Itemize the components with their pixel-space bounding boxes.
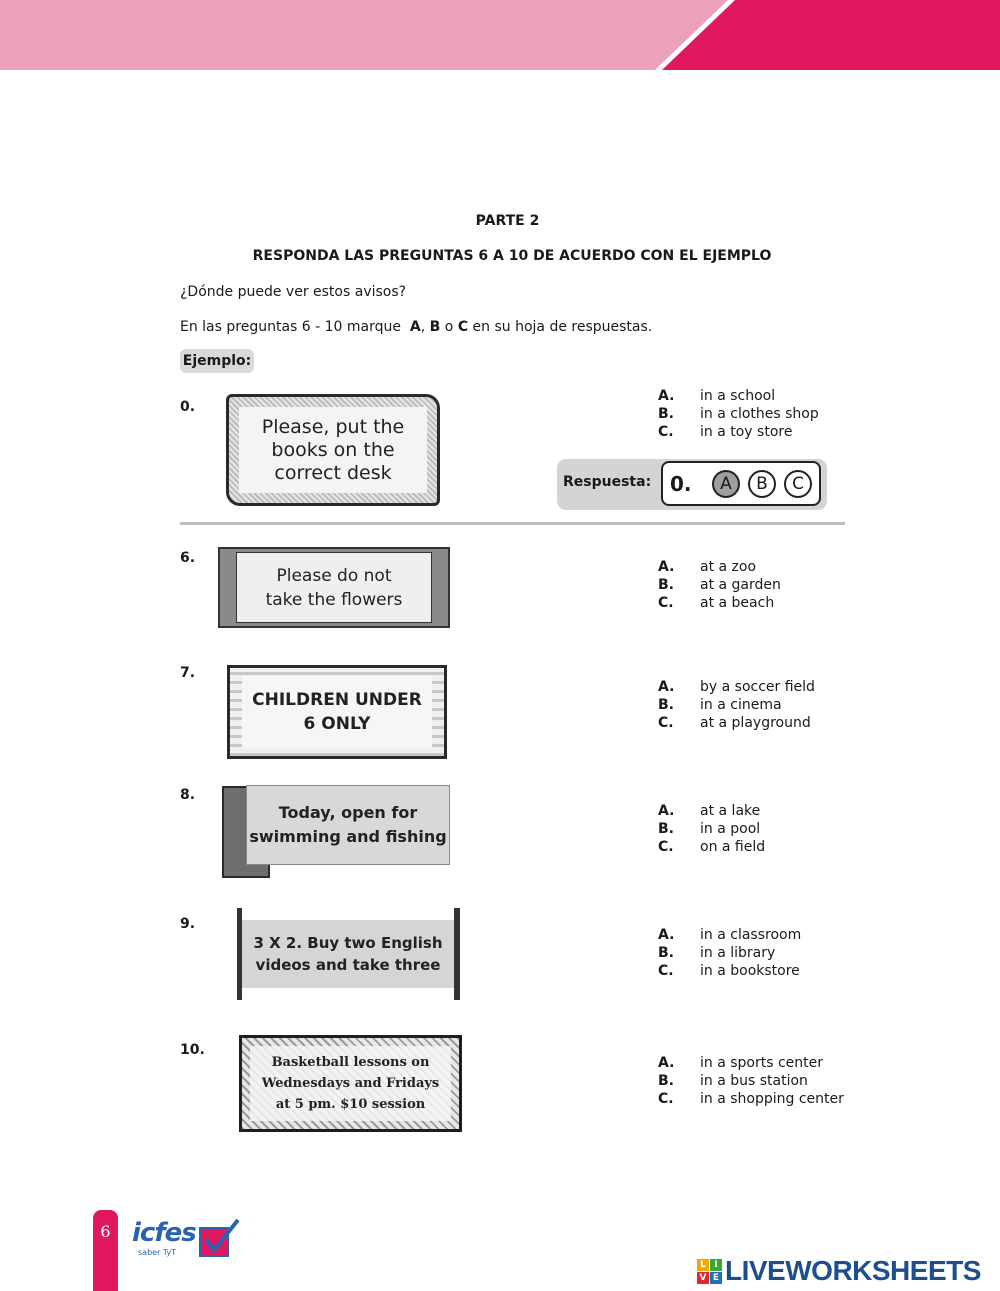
question-9-sign bbox=[242, 920, 454, 988]
answer-bubble-a[interactable]: A bbox=[712, 470, 740, 498]
example-sign-line-3: correct desk bbox=[274, 461, 392, 484]
header-band bbox=[0, 0, 1000, 70]
brand-text: LIVEWORKSHEETS bbox=[725, 1255, 981, 1286]
mark-instruction: En las preguntas 6 - 10 marque A, B o C en su hoja de respuestas. bbox=[180, 319, 653, 335]
option-text: in a pool bbox=[700, 821, 761, 837]
icfes-logo-text: icfes bbox=[132, 1218, 196, 1248]
question-7-sign bbox=[227, 665, 447, 759]
badge-letter: L bbox=[697, 1259, 709, 1271]
badge-letter: E bbox=[710, 1272, 722, 1284]
question-10-option-a[interactable] bbox=[658, 1054, 844, 1072]
option-text: in a clothes shop bbox=[700, 406, 819, 422]
example-options bbox=[658, 387, 819, 441]
option-text: in a school bbox=[700, 388, 776, 404]
option-letter: A. bbox=[658, 679, 675, 695]
option-letter: B. bbox=[658, 821, 674, 837]
example-sign bbox=[226, 394, 440, 506]
question-10-sign bbox=[239, 1035, 462, 1132]
page-number: 6 bbox=[100, 1222, 111, 1241]
mark-suffix: en su hoja de respuestas. bbox=[472, 319, 653, 335]
example-number: 0. bbox=[180, 399, 196, 415]
question-6-option-b[interactable] bbox=[658, 576, 781, 594]
option-letter: A. bbox=[658, 559, 675, 575]
badge-letter: I bbox=[710, 1259, 722, 1271]
option-text: in a library bbox=[700, 945, 776, 961]
option-text: at a lake bbox=[700, 803, 761, 819]
check-icon bbox=[198, 1218, 242, 1258]
question-text: ¿Dónde puede ver estos avisos? bbox=[180, 284, 407, 300]
section-divider bbox=[180, 522, 845, 525]
question-9-sign-line-1: 3 X 2. Buy two English bbox=[253, 934, 443, 952]
option-text: in a bookstore bbox=[700, 963, 800, 979]
option-text: by a soccer field bbox=[700, 679, 815, 695]
question-10-sign-line-3: at 5 pm. $10 session bbox=[275, 1097, 426, 1112]
question-7-sign-line-1: CHILDREN UNDER bbox=[252, 690, 422, 710]
question-9-number: 9. bbox=[180, 916, 196, 932]
question-9-option-a[interactable] bbox=[658, 926, 801, 944]
option-text: at a beach bbox=[700, 595, 775, 611]
question-8-sign-line-2: swimming and fishing bbox=[249, 827, 447, 846]
option-letter: C. bbox=[658, 963, 674, 979]
question-7-option-c[interactable] bbox=[658, 714, 815, 732]
question-6-option-a[interactable] bbox=[658, 558, 781, 576]
example-option-b[interactable] bbox=[658, 405, 819, 423]
question-10-number: 10. bbox=[180, 1042, 205, 1058]
question-10-sign-line-1: Basketball lessons on bbox=[271, 1055, 430, 1070]
option-text: in a sports center bbox=[700, 1055, 824, 1071]
question-8-option-c[interactable] bbox=[658, 838, 765, 856]
question-8-option-a[interactable] bbox=[658, 802, 765, 820]
option-letter: A. bbox=[658, 927, 675, 943]
option-text: in a classroom bbox=[700, 927, 802, 943]
option-text: in a cinema bbox=[700, 697, 782, 713]
option-letter: C. bbox=[658, 595, 674, 611]
option-letter: A. bbox=[658, 803, 675, 819]
question-7-option-a[interactable] bbox=[658, 678, 815, 696]
answer-bubble-c[interactable]: C bbox=[784, 470, 812, 498]
question-6-options bbox=[658, 558, 781, 612]
question-7-sign-line-2: 6 ONLY bbox=[303, 714, 371, 734]
badge-letter: V bbox=[697, 1272, 709, 1284]
option-letter: B. bbox=[658, 945, 674, 961]
question-9-sign-pole-right bbox=[454, 908, 460, 1000]
question-6-sign bbox=[218, 547, 450, 628]
option-text: at a garden bbox=[700, 577, 781, 593]
brand-badge-icon bbox=[697, 1259, 722, 1284]
mark-b: B bbox=[429, 319, 441, 335]
question-7-options bbox=[658, 678, 815, 732]
question-6-sign-line-1: Please do not bbox=[276, 565, 392, 586]
question-6-number: 6. bbox=[180, 550, 196, 566]
example-option-c[interactable] bbox=[658, 423, 819, 441]
instruction-title: RESPONDA LAS PREGUNTAS 6 A 10 DE ACUERDO CON EL EJEMPLO bbox=[252, 248, 772, 264]
question-10-sign-line-2: Wednesdays and Fridays bbox=[261, 1076, 440, 1091]
question-10-option-c[interactable] bbox=[658, 1090, 844, 1108]
question-10-option-b[interactable] bbox=[658, 1072, 844, 1090]
icfes-logo bbox=[132, 1218, 244, 1260]
question-8-sign bbox=[246, 785, 450, 865]
option-letter: C. bbox=[658, 424, 674, 440]
icfes-logo-sub: saber TyT bbox=[138, 1248, 177, 1257]
answer-bubble-b[interactable]: B bbox=[748, 470, 776, 498]
option-letter: C. bbox=[658, 839, 674, 855]
option-letter: C. bbox=[658, 1091, 674, 1107]
mark-c: C bbox=[457, 319, 469, 335]
option-text: on a field bbox=[700, 839, 766, 855]
option-letter: A. bbox=[658, 1055, 675, 1071]
question-6-option-c[interactable] bbox=[658, 594, 781, 612]
question-6-sign-line-2: take the flowers bbox=[265, 589, 403, 610]
question-9-sign-line-2: videos and take three bbox=[255, 956, 441, 974]
mark-a: A bbox=[409, 319, 421, 335]
answer-label: Respuesta: bbox=[563, 474, 652, 490]
option-text: in a shopping center bbox=[700, 1091, 844, 1107]
example-option-a[interactable] bbox=[658, 387, 819, 405]
example-sign-line-1: Please, put the bbox=[261, 415, 405, 438]
option-text: at a playground bbox=[700, 715, 811, 731]
question-8-options bbox=[658, 802, 765, 856]
question-7-number: 7. bbox=[180, 665, 196, 681]
example-label: Ejemplo: bbox=[180, 349, 254, 373]
question-7-option-b[interactable] bbox=[658, 696, 815, 714]
option-letter: C. bbox=[658, 715, 674, 731]
answer-number: 0. bbox=[670, 472, 692, 496]
example-sign-line-2: books on the bbox=[271, 438, 395, 461]
part-title: PARTE 2 bbox=[475, 213, 540, 229]
option-letter: A. bbox=[658, 388, 675, 404]
option-letter: B. bbox=[658, 1073, 674, 1089]
question-9-option-b[interactable] bbox=[658, 944, 801, 962]
liveworksheets-brand bbox=[697, 1256, 981, 1286]
mark-prefix: En las preguntas 6 - 10 marque bbox=[180, 319, 401, 335]
question-9-option-c[interactable] bbox=[658, 962, 801, 980]
question-8-number: 8. bbox=[180, 787, 196, 803]
question-8-option-b[interactable] bbox=[658, 820, 765, 838]
question-9-options bbox=[658, 926, 801, 980]
question-10-options bbox=[658, 1054, 844, 1108]
option-text: in a bus station bbox=[700, 1073, 808, 1089]
option-letter: B. bbox=[658, 577, 674, 593]
option-letter: B. bbox=[658, 406, 674, 422]
option-text: in a toy store bbox=[700, 424, 793, 440]
mark-o: o bbox=[444, 319, 454, 335]
option-letter: B. bbox=[658, 697, 674, 713]
option-text: at a zoo bbox=[700, 559, 757, 575]
question-8-sign-line-1: Today, open for bbox=[278, 803, 418, 822]
